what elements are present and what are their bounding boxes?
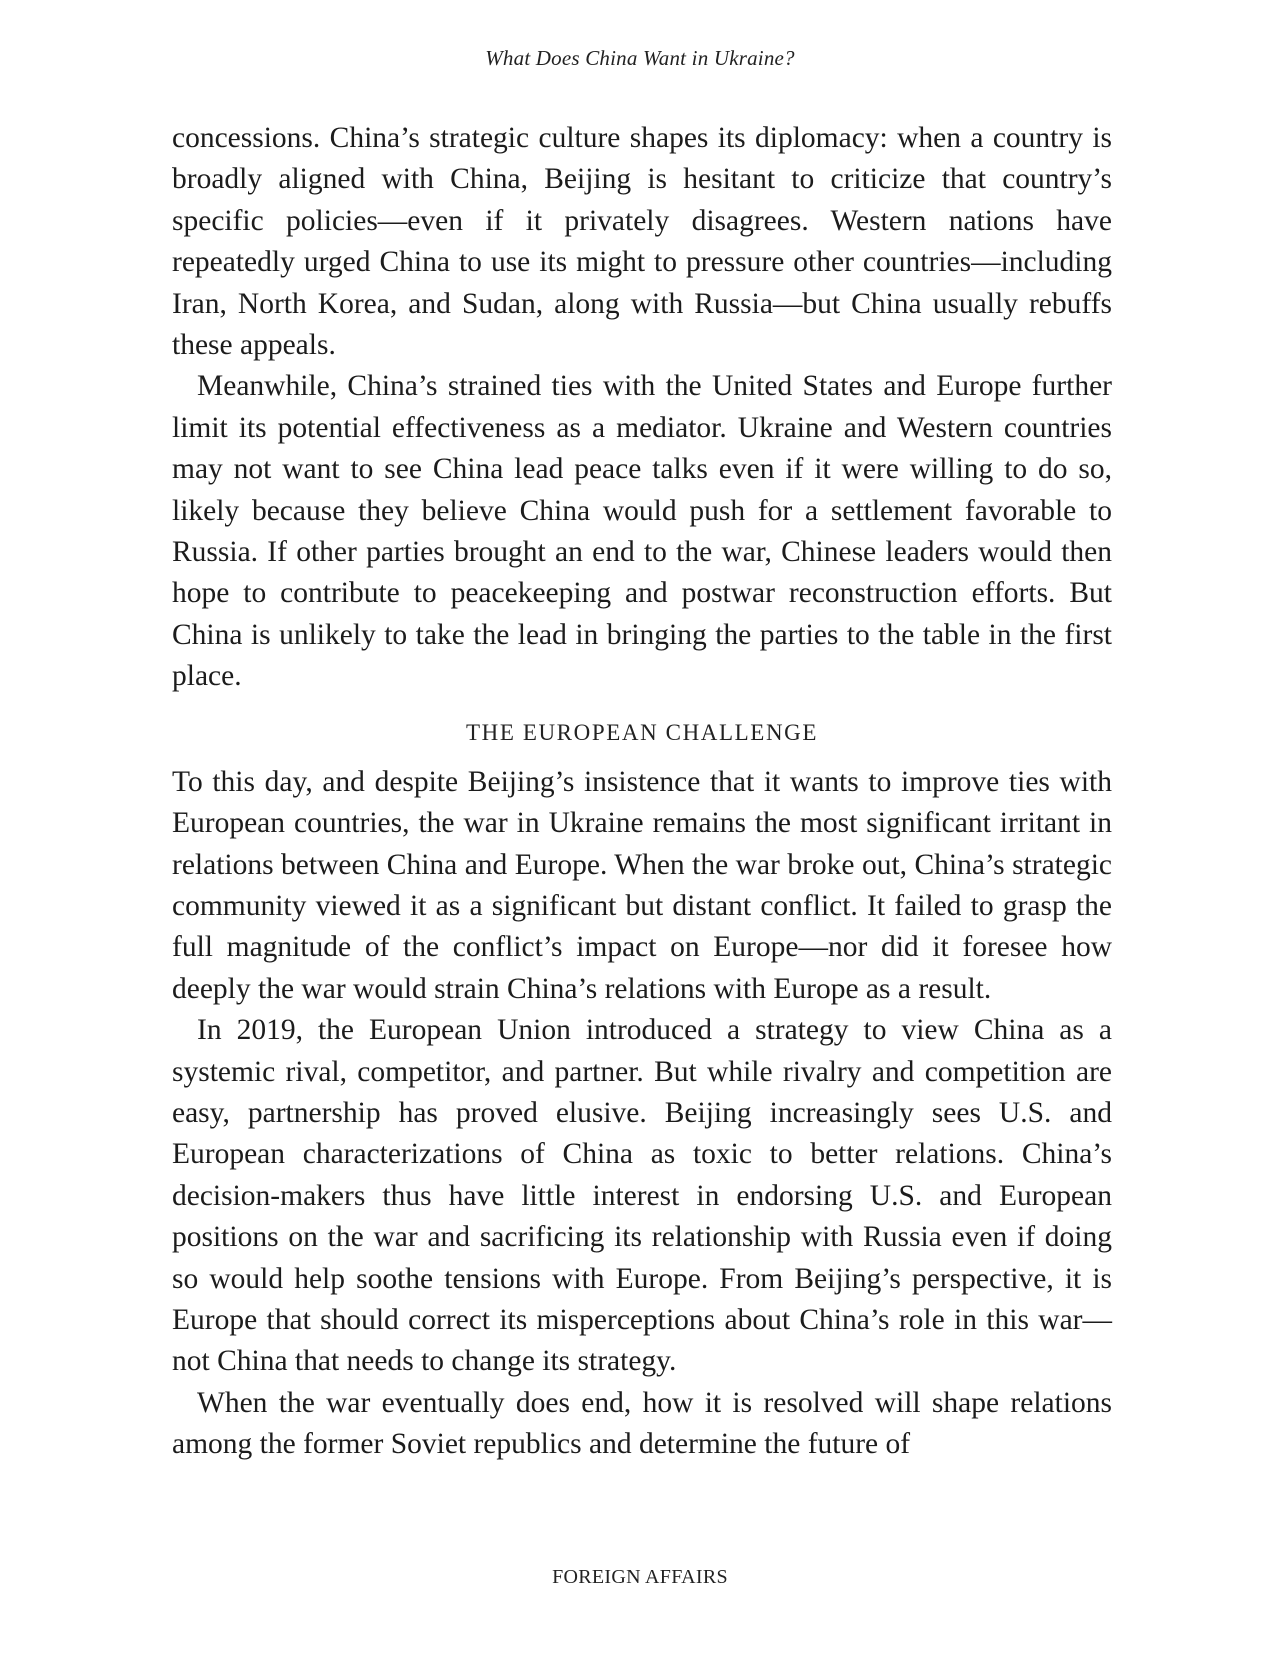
paragraph-meanwhile: Meanwhile, China’s strained ties with the United States and Europe further limit its potential effectiveness as a mediator. Ukraine and Western countries may not want to see China lead peace talks even if it were willing to do so, likely because they believe China would push for a settlement favorable to Russia. If other parties brought an end to the war, Chinese leaders would then hope to contribute to peacekeeping and postwar reconstruction efforts. But China is unlikely to take the lead in bringing the parties to the table in the first place.: [172, 370, 1112, 693]
paragraph-concessions: concessions. China’s strategic culture shapes its diplomacy: when a country is broadly aligned with China, Beijing is hesitant to criticize that country’s specific policies—even if it privately disagrees. Western nations have repeatedly urged China to use its might to pressure other countries—including Iran, North Korea, and Sudan, along with Russia—but China usually rebuffs these appeals.: [172, 122, 1112, 362]
article-body: [172, 118, 1112, 1466]
paragraph-when-the-war: When the war eventually does end, how it is resolved will shape relations among the former Soviet republics and determine the future of: [172, 1386, 1112, 1461]
paragraph-in-2019: In 2019, the European Union introduced a strategy to view China as a systemic rival, competitor, and partner. But while rivalry and competition are easy, partnership has proved elusive. Beijing increasingly sees U.S. and European characterizations of China as toxic to better relations. China’s decision-makers thus have little interest in endorsing U.S. and European positions on the war and sacrificing its relationship with Russia even if doing so would help soothe tensions with Europe. From Beijing’s perspective, it is Europe that should correct its misperceptions about China’s role in this war—not China that needs to change its strategy.: [172, 1014, 1112, 1378]
paragraph-to-this-day: To this day, and despite Beijing’s insistence that it wants to improve ties with European countries, the war in Ukraine remains the most significant irritant in relations between China and Europe. When the war broke out, China’s strategic community viewed it as a significant but distant conflict. It failed to grasp the full magnitude of the conflict’s impact on Europe—nor did it foresee how deeply the war would strain China’s relations with Europe as a result.: [172, 765, 1112, 1005]
running-footer: FOREIGN AFFAIRS: [552, 1566, 728, 1588]
running-header-title: What Does China Want in Ukraine?: [485, 46, 795, 70]
section-heading: THE EUROPEAN CHALLENGE: [465, 719, 819, 745]
